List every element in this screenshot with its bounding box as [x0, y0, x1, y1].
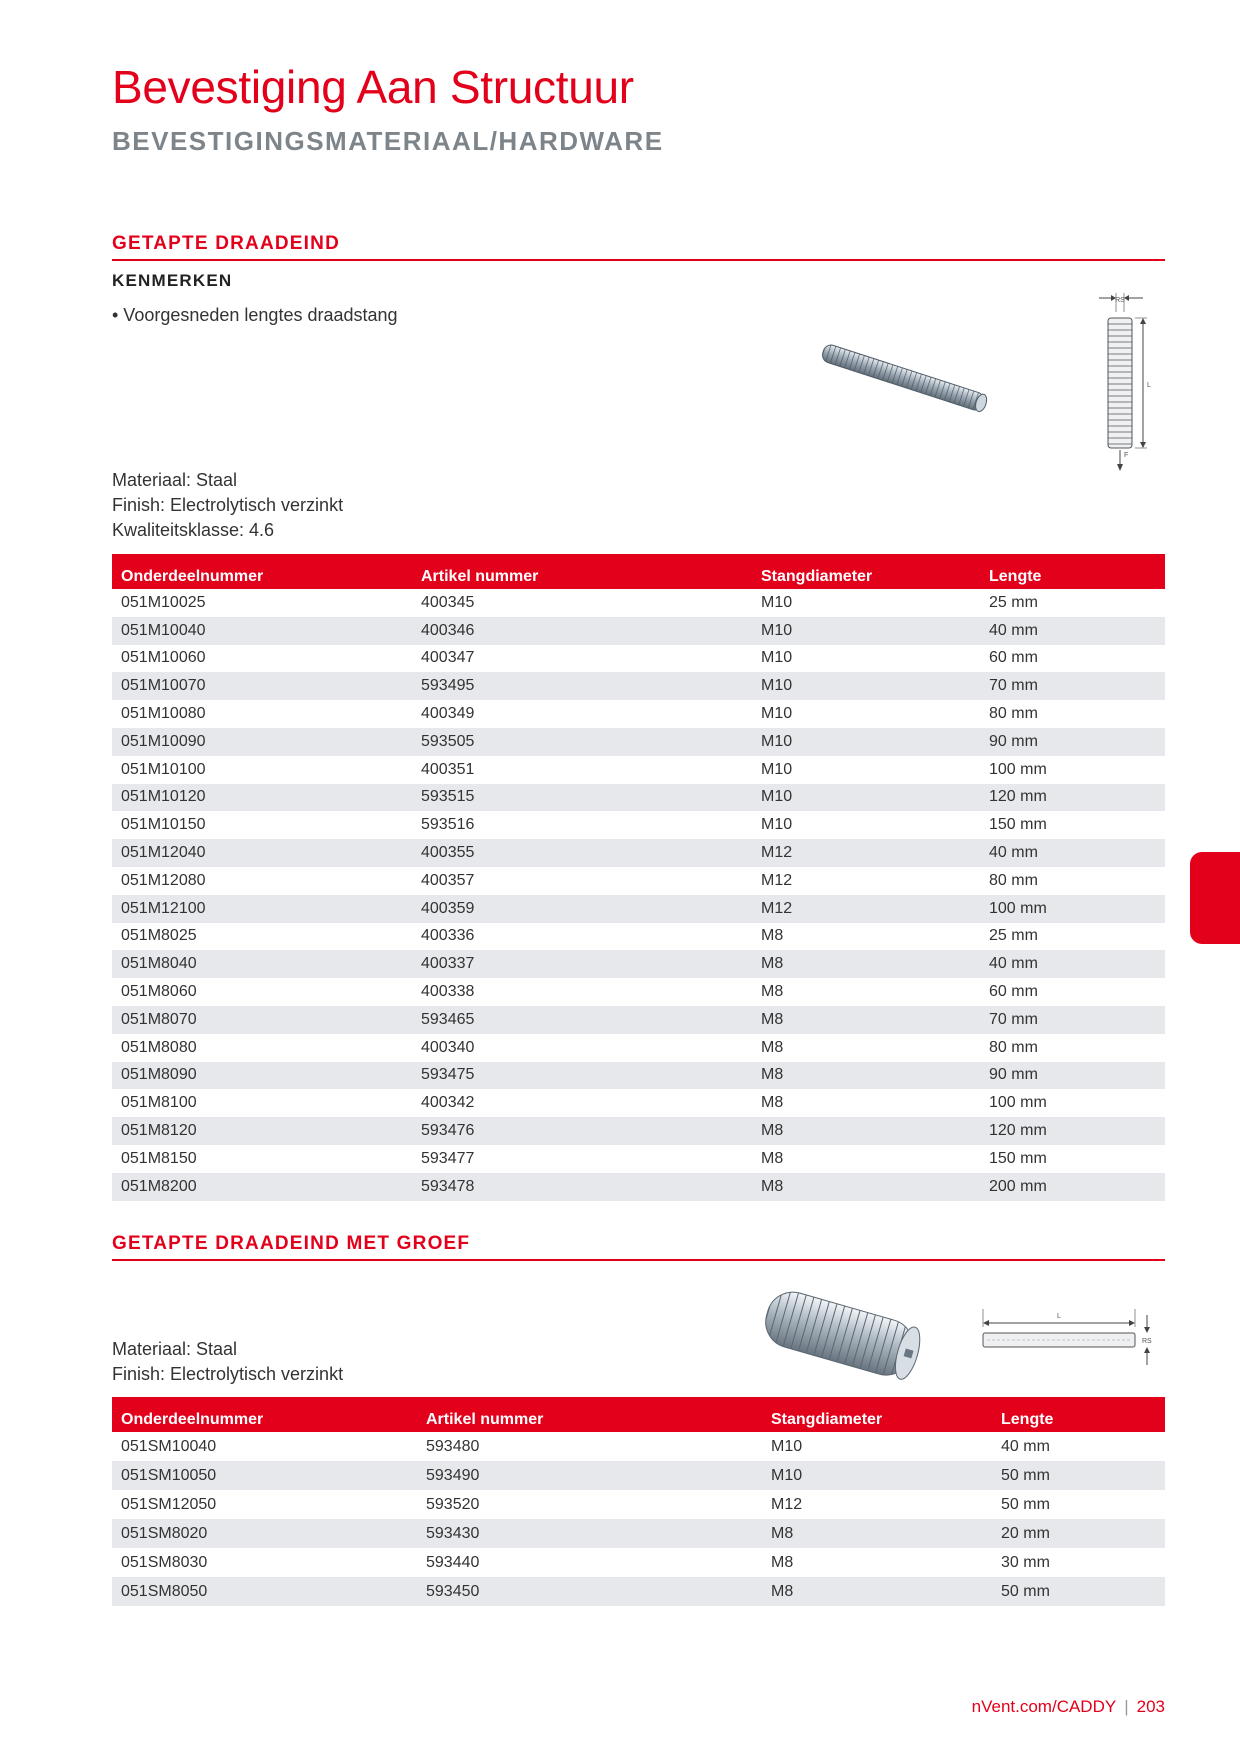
feature-item: • Voorgesneden lengtes draadstang	[112, 305, 398, 325]
table-row	[112, 978, 1165, 1006]
cell-length: 40 mm	[980, 617, 1165, 645]
cell-rod-diameter: M12	[752, 839, 980, 867]
cell-part-number: 051SM12050	[121, 1495, 217, 1513]
cell-rod-diameter: M10	[752, 784, 980, 812]
cell-length: 150 mm	[989, 1149, 1047, 1167]
cell-length: 100 mm	[989, 760, 1047, 778]
page-title: Bevestiging Aan Structuur	[112, 61, 634, 113]
cell-length: 120 mm	[980, 784, 1165, 812]
cell-part-number: 051M10150	[121, 816, 206, 834]
cell-part-number: 051M8120	[112, 1117, 412, 1145]
cell-article-number: 593450	[417, 1577, 762, 1606]
cell-article-number: 593478	[412, 1173, 752, 1201]
cell-article-number: 400336	[421, 927, 475, 945]
table-row	[112, 923, 1165, 951]
cell-article-number: 593440	[426, 1553, 480, 1571]
cell-article-number: 593520	[426, 1495, 480, 1513]
cell-rod-diameter: M8	[761, 1094, 784, 1112]
table-row	[112, 589, 1165, 617]
spec-list	[112, 1337, 343, 1387]
cell-article-number: 593477	[421, 1149, 475, 1167]
table-row	[112, 1490, 1165, 1519]
cell-length: 40 mm	[980, 950, 1165, 978]
cell-article-number: 400337	[412, 950, 752, 978]
table-row	[112, 645, 1165, 673]
spec-list	[112, 468, 343, 543]
cell-part-number: 051M8060	[121, 983, 197, 1001]
table-row	[112, 1519, 1165, 1548]
cell-article-number: 400355	[412, 839, 752, 867]
cell-rod-diameter: M8	[761, 1149, 784, 1167]
col-header-rod-diameter: Stangdiameter	[762, 1397, 992, 1432]
table-row	[112, 1173, 1165, 1201]
threaded-rod-dimension-diagram	[1085, 290, 1165, 475]
col-header-part-number: Onderdeelnummer	[112, 1397, 417, 1432]
cell-part-number: 051M8080	[121, 1038, 197, 1056]
cell-length: 25 mm	[989, 593, 1038, 611]
spec-quality-class: Kwaliteitsklasse: 4.6	[112, 520, 275, 540]
cell-length: 120 mm	[980, 1117, 1165, 1145]
cell-article-number: 400342	[421, 1094, 475, 1112]
cell-part-number: 051M8090	[112, 1062, 412, 1090]
section-heading-threaded-stud: GETAPTE DRAADEIND	[112, 233, 340, 254]
cell-length: 70 mm	[980, 672, 1165, 700]
cell-article-number: 400346	[412, 617, 752, 645]
col-header-article-number: Artikel nummer	[412, 554, 752, 589]
table-row	[112, 1432, 1165, 1461]
cell-part-number: 051M12100	[112, 895, 412, 923]
cell-length: 60 mm	[989, 983, 1038, 1001]
page-footer	[972, 1697, 1165, 1717]
cell-article-number: 593465	[412, 1006, 752, 1034]
table-header-row	[112, 1397, 1165, 1432]
section-rule	[112, 259, 1165, 261]
cell-rod-diameter: M10	[752, 617, 980, 645]
diagram-label-l: L	[1147, 382, 1151, 389]
slotted-stud-table	[112, 1397, 1165, 1606]
spec-finish: Finish: Electrolytisch verzinkt	[112, 1364, 344, 1384]
cell-rod-diameter: M8	[771, 1553, 794, 1571]
cell-rod-diameter: M10	[771, 1437, 803, 1455]
cell-part-number: 051M12040	[112, 839, 412, 867]
cell-length: 80 mm	[989, 705, 1038, 723]
cell-rod-diameter: M10	[761, 649, 793, 667]
table-row	[112, 1117, 1165, 1145]
cell-rod-diameter: M8	[752, 1117, 980, 1145]
cell-rod-diameter: M8	[762, 1519, 992, 1548]
table-row	[112, 672, 1165, 700]
diagram-label-f: F	[1124, 452, 1129, 459]
table-row	[112, 1548, 1165, 1577]
cell-length: 25 mm	[989, 927, 1038, 945]
cell-article-number: 593490	[417, 1461, 762, 1490]
cell-part-number: 051SM10050	[112, 1461, 417, 1490]
cell-rod-diameter: M10	[762, 1461, 992, 1490]
spec-finish: Finish: Electrolytisch verzinkt	[112, 495, 344, 515]
diagram-label-l: L	[1057, 1313, 1061, 1320]
cell-article-number: 593495	[412, 672, 752, 700]
table-row	[112, 1089, 1165, 1117]
section-rule	[112, 1259, 1165, 1261]
cell-article-number: 593516	[421, 816, 475, 834]
table-row	[112, 617, 1165, 645]
cell-rod-diameter: M8	[752, 1062, 980, 1090]
cell-length: 20 mm	[992, 1519, 1165, 1548]
col-header-article-number: Artikel nummer	[417, 1397, 762, 1432]
cell-article-number: 593505	[412, 728, 752, 756]
cell-length: 80 mm	[989, 1038, 1038, 1056]
cell-part-number: 051M10090	[112, 728, 412, 756]
table-row	[112, 839, 1165, 867]
cell-rod-diameter: M8	[761, 927, 784, 945]
cell-rod-diameter: M8	[761, 983, 784, 1001]
cell-part-number: 051M8100	[121, 1094, 197, 1112]
col-header-part-number: Onderdeelnummer	[112, 554, 412, 589]
cell-article-number: 593430	[417, 1519, 762, 1548]
cell-article-number: 400359	[412, 895, 752, 923]
cell-rod-diameter: M10	[761, 593, 793, 611]
cell-length: 50 mm	[992, 1461, 1165, 1490]
cell-article-number: 400345	[421, 593, 475, 611]
cell-part-number: 051SM8050	[112, 1577, 417, 1606]
cell-part-number: 051M12080	[121, 871, 206, 889]
table-row	[112, 867, 1165, 895]
cell-length: 150 mm	[989, 816, 1047, 834]
cell-length: 100 mm	[980, 895, 1165, 923]
table-row	[112, 811, 1165, 839]
cell-part-number: 051SM8020	[112, 1519, 417, 1548]
cell-rod-diameter: M8	[752, 1173, 980, 1201]
cell-length: 200 mm	[980, 1173, 1165, 1201]
cell-length: 90 mm	[980, 1062, 1165, 1090]
cell-part-number: 051M8150	[121, 1149, 197, 1167]
cell-length: 40 mm	[1001, 1437, 1050, 1455]
threaded-rod-image	[820, 325, 1000, 420]
table-row	[112, 1461, 1165, 1490]
cell-length: 90 mm	[980, 728, 1165, 756]
cell-rod-diameter: M12	[761, 871, 793, 889]
page-number: 203	[1136, 1697, 1165, 1716]
spec-material: Materiaal: Staal	[112, 1339, 238, 1359]
cell-rod-diameter: M8	[752, 1006, 980, 1034]
cell-rod-diameter: M12	[771, 1495, 803, 1513]
cell-part-number: 051SM10040	[121, 1437, 217, 1455]
cell-article-number: 593480	[426, 1437, 480, 1455]
page-subtitle: BEVESTIGINGSMATERIAAL/HARDWARE	[112, 126, 664, 156]
table-row	[112, 700, 1165, 728]
cell-article-number: 593515	[412, 784, 752, 812]
cell-part-number: 051M10080	[121, 705, 206, 723]
slotted-stud-dimension-diagram	[975, 1305, 1165, 1365]
cell-part-number: 051M8070	[112, 1006, 412, 1034]
cell-part-number: 051M8200	[112, 1173, 412, 1201]
table-row	[112, 728, 1165, 756]
diagram-label-rs: RS	[1142, 1338, 1152, 1345]
cell-length: 70 mm	[980, 1006, 1165, 1034]
cell-part-number: 051M10070	[112, 672, 412, 700]
cell-rod-diameter: M8	[752, 950, 980, 978]
cell-rod-diameter: M10	[761, 816, 793, 834]
cell-length: 100 mm	[989, 1094, 1047, 1112]
cell-rod-diameter: M10	[761, 760, 793, 778]
cell-article-number: 593475	[412, 1062, 752, 1090]
cell-length: 50 mm	[992, 1577, 1165, 1606]
table-row	[112, 756, 1165, 784]
cell-rod-diameter: M10	[752, 728, 980, 756]
footer-separator: |	[1124, 1697, 1129, 1716]
cell-rod-diameter: M8	[761, 1038, 784, 1056]
cell-part-number: 051M10025	[121, 593, 206, 611]
table-row	[112, 1034, 1165, 1062]
cell-rod-diameter: M8	[762, 1577, 992, 1606]
cell-part-number: 051M10120	[112, 784, 412, 812]
cell-rod-diameter: M10	[752, 672, 980, 700]
cell-part-number: 051M10100	[121, 760, 206, 778]
chapter-tab-marker	[1190, 852, 1240, 944]
table-row	[112, 1145, 1165, 1173]
table-header-row	[112, 554, 1165, 589]
table-row	[112, 895, 1165, 923]
table-row	[112, 950, 1165, 978]
cell-part-number: 051M8025	[121, 927, 197, 945]
footer-url[interactable]: nVent.com/CADDY	[971, 1697, 1117, 1716]
cell-article-number: 593476	[412, 1117, 752, 1145]
cell-article-number: 400351	[421, 760, 475, 778]
section-heading-slotted-stud: GETAPTE DRAADEIND MET GROEF	[112, 1233, 471, 1254]
cell-length: 60 mm	[989, 649, 1038, 667]
cell-length: 40 mm	[980, 839, 1165, 867]
table-row	[112, 1006, 1165, 1034]
slotted-stud-image	[765, 1278, 935, 1388]
cell-part-number: 051M10060	[121, 649, 206, 667]
cell-article-number: 400357	[421, 871, 475, 889]
table-row	[112, 1062, 1165, 1090]
cell-length: 50 mm	[1001, 1495, 1050, 1513]
cell-article-number: 400340	[421, 1038, 475, 1056]
table-row	[112, 1577, 1165, 1606]
table-row	[112, 784, 1165, 812]
col-header-length: Lengte	[980, 554, 1165, 589]
cell-rod-diameter: M12	[752, 895, 980, 923]
spec-material: Materiaal: Staal	[112, 470, 238, 490]
col-header-rod-diameter: Stangdiameter	[752, 554, 980, 589]
cell-article-number: 400349	[421, 705, 475, 723]
cell-article-number: 400338	[421, 983, 475, 1001]
col-header-length: Lengte	[992, 1397, 1165, 1432]
cell-length: 30 mm	[1001, 1553, 1050, 1571]
cell-rod-diameter: M10	[761, 705, 793, 723]
cell-length: 80 mm	[989, 871, 1038, 889]
diagram-label-rs: RS	[1115, 297, 1125, 304]
cell-part-number: 051M10040	[112, 617, 412, 645]
cell-part-number: 051SM8030	[121, 1553, 208, 1571]
cell-article-number: 400347	[421, 649, 475, 667]
cell-part-number: 051M8040	[112, 950, 412, 978]
threaded-stud-table	[112, 554, 1165, 1201]
features-heading: KENMERKEN	[112, 271, 233, 290]
